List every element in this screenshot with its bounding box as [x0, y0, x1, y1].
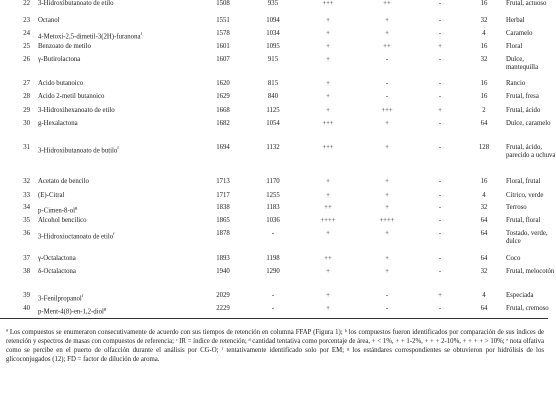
table-row [0, 30, 556, 43]
intensity-3: - [438, 230, 442, 237]
compound-name [38, 230, 200, 255]
intensity-1: + [326, 17, 330, 24]
compound-name [38, 268, 200, 292]
intensity-3: - [438, 80, 442, 87]
compound-name [38, 204, 200, 217]
ri-db5: - [271, 230, 275, 237]
compound-name-text: 3-Hidroxibutanoato de etilo [38, 0, 114, 7]
intensity-1: + [326, 56, 330, 63]
intensity-1: + [326, 107, 330, 114]
ri-db5: - [271, 305, 275, 312]
ri-ffap: 1694 [216, 144, 230, 151]
compound-name-text: p-Ment-4(8)-en-1,2-diol [38, 308, 104, 316]
compound-name-text: γ-Octalactona [38, 255, 76, 262]
ri-db5: 935 [267, 0, 279, 7]
ri-ffap: 1717 [216, 192, 230, 199]
fd-factor: 4 [482, 30, 486, 37]
row-number: 22 [23, 0, 30, 7]
intensity-1: + [326, 292, 330, 299]
footnote-marker: f [140, 31, 143, 36]
intensity-1: ++ [324, 255, 332, 262]
odor-description: Frutal, melocotón [506, 268, 555, 275]
intensity-1: ++++ [320, 217, 336, 224]
row-number: 28 [23, 93, 30, 100]
intensity-2: ++ [383, 0, 391, 7]
odor-description: Dulce, caramelo [506, 120, 551, 127]
intensity-3: - [438, 178, 442, 185]
intensity-3: + [438, 107, 442, 114]
intensity-3: - [438, 305, 442, 312]
compound-name [38, 305, 200, 327]
fd-factor: 16 [480, 43, 488, 50]
compound-name-text: 4-Metoxi-2,5-dimetil-3(2H)-furanona [38, 33, 141, 41]
compound-name [38, 217, 200, 230]
compound-name-text: 3-Fenilpropanol [38, 295, 82, 303]
compound-name-text: 3-Hidroxihexanoato de etilo [38, 107, 115, 114]
intensity-2: + [385, 204, 389, 211]
odor-description: Frutal, actuoso [506, 0, 547, 7]
intensity-1: + [326, 43, 330, 50]
row-number: 37 [23, 255, 30, 262]
intensity-2: - [385, 305, 389, 312]
compound-name [38, 17, 200, 30]
row-number: 36 [23, 230, 30, 237]
intensity-2: - [385, 292, 389, 299]
fd-factor: 32 [480, 204, 488, 211]
fd-factor: 2 [482, 107, 486, 114]
odor-description: Frutal, floral [506, 217, 541, 224]
ri-db5: 1255 [266, 192, 280, 199]
ri-ffap: 1668 [216, 107, 230, 114]
intensity-3: - [438, 120, 442, 127]
row-number: 27 [23, 80, 30, 87]
row-number: 24 [23, 30, 30, 37]
ri-ffap: 1607 [216, 56, 230, 63]
intensity-2: + [385, 192, 389, 199]
row-number: 35 [23, 217, 30, 224]
odor-description: Cítrico, verde [506, 192, 544, 199]
intensity-1: +++ [322, 120, 334, 127]
ri-db5: 1170 [266, 178, 280, 185]
fd-factor: 64 [480, 305, 488, 312]
compound-name-text: Acido 2-metil butanoico [38, 93, 105, 100]
row-number: 39 [23, 292, 30, 299]
ri-ffap: 1878 [216, 230, 230, 237]
table-row [0, 56, 556, 80]
intensity-2: - [385, 56, 389, 63]
intensity-3: + [438, 292, 442, 299]
odor-description: Floral [506, 43, 523, 50]
row-number: 29 [23, 107, 30, 114]
fd-factor: 32 [480, 268, 488, 275]
ri-db5: - [271, 292, 275, 299]
fd-factor: 64 [480, 120, 488, 127]
ri-db5: 1290 [266, 268, 280, 275]
odor-description: Frutal, ácido [506, 107, 541, 114]
intensity-2: + [385, 255, 389, 262]
ri-ffap: 1838 [216, 204, 230, 211]
compound-name-text: Alcohol bencílico [38, 217, 87, 224]
ri-ffap: 1551 [216, 17, 230, 24]
compound-name [38, 107, 200, 120]
compound-name-text: g-Hexalactona [38, 120, 78, 127]
compound-name [38, 192, 200, 204]
ri-db5: 1054 [266, 120, 280, 127]
ri-db5: 1094 [266, 17, 280, 24]
ri-ffap: 1893 [216, 255, 230, 262]
intensity-3: - [438, 93, 442, 100]
intensity-2: + [385, 268, 389, 275]
table-row [0, 120, 556, 144]
intensity-2: + [385, 120, 389, 127]
table-row [0, 144, 556, 178]
intensity-2: + [385, 17, 389, 24]
intensity-3: - [438, 217, 442, 224]
odor-description: Herbal [506, 17, 525, 24]
ri-db5: 1183 [266, 204, 280, 211]
compound-name [38, 144, 200, 178]
intensity-2: + [385, 144, 389, 151]
intensity-3: - [438, 17, 442, 24]
intensity-2: ++ [383, 43, 391, 50]
ri-ffap: 2229 [216, 305, 230, 312]
ri-db5: 1036 [266, 217, 280, 224]
intensity-1: + [326, 93, 330, 100]
ri-ffap: 2029 [216, 292, 230, 299]
intensity-2: ++++ [379, 217, 395, 224]
compound-name [38, 120, 200, 144]
compound-name [38, 178, 200, 192]
row-number: 31 [23, 144, 30, 151]
fd-factor: 128 [478, 144, 490, 151]
ri-db5: 1198 [266, 255, 280, 262]
table-row [0, 0, 556, 17]
compound-name-text: Benzoato de metilo [38, 43, 91, 50]
compound-name [38, 93, 200, 107]
row-number: 40 [23, 305, 30, 312]
intensity-2: + [385, 230, 389, 237]
ri-ffap: 1578 [216, 30, 230, 37]
intensity-3: - [438, 30, 442, 37]
intensity-3: - [438, 192, 442, 199]
row-number: 23 [23, 17, 30, 24]
intensity-1: + [326, 305, 330, 312]
table-row [0, 204, 556, 217]
fd-factor: 16 [480, 178, 488, 185]
row-number: 33 [23, 192, 30, 199]
row-number: 30 [23, 120, 30, 127]
footnote-marker: f [113, 231, 115, 236]
ri-ffap: 1682 [216, 120, 230, 127]
odor-description: Frutal, ácido, parecido a uchuva [506, 144, 556, 159]
compound-name-text: 3-Hidroxioctanoato de etilo [38, 233, 114, 241]
compound-name [38, 43, 200, 56]
compound-name [38, 0, 200, 17]
odor-description: Coco [506, 255, 521, 262]
intensity-3: - [438, 255, 442, 262]
footnote-marker: f [117, 145, 119, 150]
odor-description: Terroso [506, 204, 527, 211]
intensity-1: + [326, 30, 330, 37]
table-row [0, 107, 556, 120]
compound-name-text: δ-Octalactona [38, 268, 76, 275]
compound-name-text: 3-Hidroxibutanoato de butilo [38, 147, 118, 155]
compound-name [38, 56, 200, 80]
fd-factor: 16 [480, 0, 488, 7]
fd-factor: 4 [482, 192, 486, 199]
fd-factor: 16 [480, 80, 488, 87]
odor-description: Caramelo [506, 30, 533, 37]
fd-factor: 16 [480, 93, 488, 100]
footnote-marker: f [81, 293, 84, 298]
intensity-2: +++ [381, 107, 393, 114]
ri-ffap: 1940 [216, 268, 230, 275]
ri-db5: 815 [267, 80, 279, 87]
intensity-1: + [326, 230, 330, 237]
intensity-2: - [385, 80, 389, 87]
odor-description: Frutal, cremoso [506, 305, 549, 312]
table-bottom-rule [0, 318, 548, 319]
row-number: 32 [23, 178, 30, 185]
table-row [0, 192, 556, 204]
table-row [0, 305, 556, 327]
ri-ffap: 1865 [216, 217, 230, 224]
ri-db5: 1132 [266, 144, 280, 151]
fd-factor: 32 [480, 17, 488, 24]
fd-factor: 32 [480, 56, 488, 63]
intensity-3: - [438, 204, 442, 211]
intensity-2: + [385, 30, 389, 37]
odor-description: Rancio [506, 80, 526, 87]
fd-factor: 4 [482, 292, 486, 299]
odor-description: Especiada [506, 292, 534, 299]
intensity-1: + [326, 268, 330, 275]
ri-ffap: 1620 [216, 80, 230, 87]
intensity-1: + [326, 80, 330, 87]
ri-db5: 1034 [266, 30, 280, 37]
table-row [0, 178, 556, 192]
intensity-3: - [438, 56, 442, 63]
intensity-1: +++ [322, 0, 334, 7]
intensity-3: + [438, 43, 442, 50]
table-row [0, 255, 556, 268]
intensity-3: - [438, 144, 442, 151]
odor-description: Frutal, fresa [506, 93, 539, 100]
intensity-2: + [385, 178, 389, 185]
fd-factor: 64 [480, 217, 488, 224]
row-number: 26 [23, 56, 30, 63]
compound-name [38, 80, 200, 93]
footnote-marker: g [103, 306, 107, 311]
ri-ffap: 1629 [216, 93, 230, 100]
ri-ffap: 1601 [216, 43, 230, 50]
intensity-3: - [438, 0, 442, 7]
intensity-2: - [385, 93, 389, 100]
ri-db5: 1095 [266, 43, 280, 50]
ri-db5: 840 [267, 93, 279, 100]
compound-name-text: Octanol [38, 17, 60, 24]
row-number: 38 [23, 268, 30, 275]
compound-name-text: γ-Butirolactona [38, 56, 81, 63]
table-row [0, 93, 556, 107]
compound-name-text: Acetato de bencilo [38, 178, 89, 185]
intensity-1: ++ [324, 204, 332, 211]
compound-name-text: Acido butanoico [38, 80, 84, 87]
intensity-1: + [326, 178, 330, 185]
table-footnote: ª Los compuestos se enumeraron consecutivamente de acuerdo con sus tiempos de retención en columna FFAP (Figura 1); ᵇ los compuestos fueron identificados por comparación de sus índices de retención y espectros de masas con compuestos de referencia; ᶜ IR = índice de retención; ᵈ cantidad tentativa como porcentaje de área, + < 1%, + + 1-2%, + + + 2-10%, + + + + > 10%; ᵉ nota olfativa como se percibe en el puerto de olfacción durante el análisis por CG-O; ᶠ tentativamente identificado solo por EM; ᵍ los estándares correspondientes se obtuvieron por hidrólisis de los glicoconjugados (12); FD = factor de dilución de aroma. [6, 329, 544, 364]
table-row [0, 292, 556, 305]
intensity-3: - [438, 268, 442, 275]
fd-factor: 64 [480, 230, 488, 237]
ri-ffap: 1713 [216, 178, 230, 185]
footnote-marker: g [75, 205, 78, 210]
table-row [0, 17, 556, 30]
intensity-1: + [326, 192, 330, 199]
compound-name [38, 292, 200, 305]
row-number: 25 [23, 43, 30, 50]
compound-name [38, 30, 200, 43]
compound-name-text: p-Cimen-8-ol [38, 207, 75, 215]
ri-db5: 1125 [266, 107, 280, 114]
ri-db5: 915 [267, 56, 279, 63]
row-number: 34 [23, 204, 30, 211]
fd-factor: 64 [480, 255, 488, 262]
table-row [0, 80, 556, 93]
table-row [0, 268, 556, 292]
compound-name [38, 255, 200, 268]
intensity-1: +++ [322, 144, 334, 151]
odor-description: Tostado, verde, dulce [506, 230, 548, 245]
compound-name-text: (E)-Citral [38, 192, 65, 199]
table-row [0, 43, 556, 56]
table-row [0, 217, 556, 230]
ri-ffap: 1508 [216, 0, 230, 7]
table-row [0, 230, 556, 255]
odor-description: Floral, frutal [506, 178, 541, 185]
odor-description: Dulce, mantequilla [506, 56, 539, 71]
